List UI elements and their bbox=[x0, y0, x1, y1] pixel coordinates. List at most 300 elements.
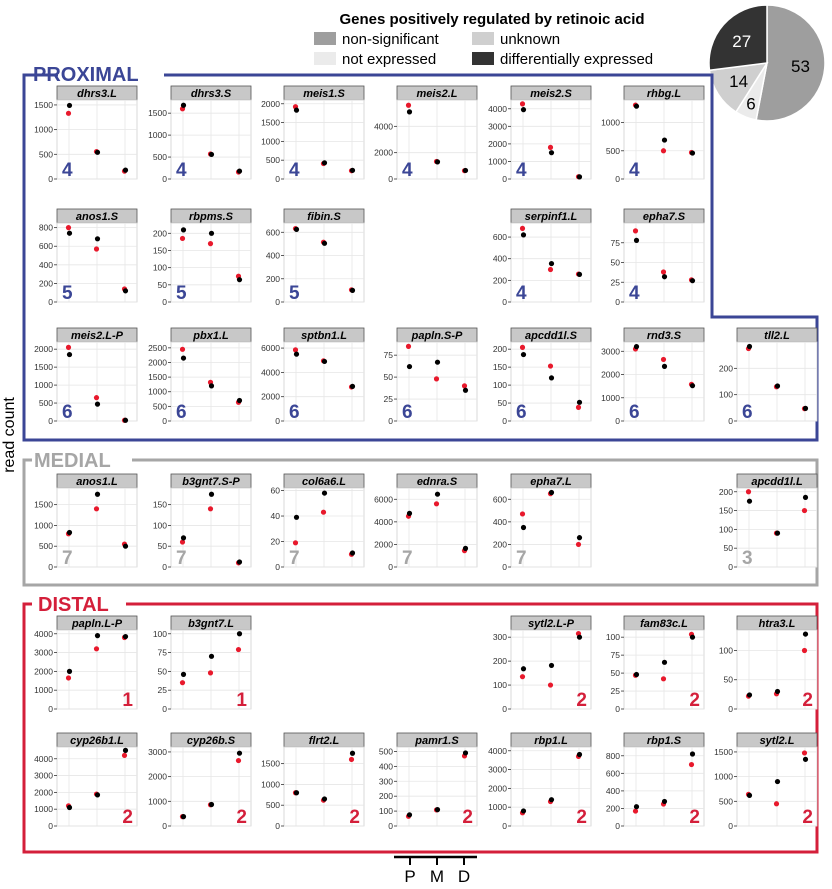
y-tick-label: 300 bbox=[492, 632, 507, 643]
y-tick-label: 75 bbox=[610, 237, 620, 248]
data-point bbox=[294, 790, 299, 795]
data-point bbox=[407, 109, 412, 114]
y-tick-label: 200 bbox=[718, 363, 733, 374]
cluster-number: 2 bbox=[802, 690, 813, 711]
panel-title: ednra.S bbox=[416, 476, 458, 488]
data-point bbox=[123, 288, 128, 293]
panel-title: apcdd1l.L bbox=[751, 476, 803, 488]
data-point bbox=[180, 680, 185, 685]
y-tick-label: 1000 bbox=[601, 392, 620, 403]
panel bbox=[606, 616, 704, 714]
data-point bbox=[633, 228, 638, 233]
data-point bbox=[463, 168, 468, 173]
data-point bbox=[434, 376, 439, 381]
y-tick-label: 0 bbox=[728, 562, 733, 572]
y-tick-label: 500 bbox=[38, 398, 53, 409]
y-tick-label: 500 bbox=[265, 800, 280, 811]
y-tick-label: 200 bbox=[492, 344, 507, 355]
y-tick-label: 50 bbox=[157, 666, 167, 677]
group-label-distal: DISTAL bbox=[38, 594, 109, 616]
cluster-number: 6 bbox=[516, 402, 527, 423]
panel bbox=[153, 616, 251, 714]
data-point bbox=[94, 646, 99, 651]
panel bbox=[719, 474, 817, 572]
data-point bbox=[747, 344, 752, 349]
data-point bbox=[549, 797, 554, 802]
panel bbox=[606, 733, 704, 831]
data-point bbox=[435, 159, 440, 164]
data-point bbox=[66, 345, 71, 350]
y-tick-label: 2000 bbox=[261, 98, 280, 109]
data-point bbox=[208, 670, 213, 675]
data-point bbox=[662, 137, 667, 142]
cluster-number: 4 bbox=[176, 160, 187, 181]
y-tick-label: 1000 bbox=[148, 796, 167, 807]
pie-slice-label: 14 bbox=[729, 72, 749, 92]
data-point bbox=[520, 226, 525, 231]
data-point bbox=[350, 751, 355, 756]
cluster-number: 2 bbox=[576, 690, 587, 711]
data-point bbox=[294, 515, 299, 520]
pie-slice-label: 27 bbox=[732, 31, 752, 51]
panel bbox=[34, 328, 137, 426]
panel bbox=[601, 328, 704, 426]
y-tick-label: 6000 bbox=[374, 494, 393, 505]
y-tick-label: 60 bbox=[270, 485, 280, 496]
data-point bbox=[576, 542, 581, 547]
y-tick-label: 0 bbox=[162, 821, 167, 831]
y-tick-label: 300 bbox=[378, 776, 393, 787]
y-tick-label: 500 bbox=[605, 145, 620, 156]
data-point bbox=[293, 540, 298, 545]
y-tick-label: 1000 bbox=[148, 386, 167, 397]
panel-title: pamr1.S bbox=[415, 735, 459, 747]
data-point bbox=[634, 344, 639, 349]
y-tick-label: 0 bbox=[162, 297, 167, 307]
data-point bbox=[774, 801, 779, 806]
y-tick-label: 1000 bbox=[34, 804, 53, 815]
data-point bbox=[690, 383, 695, 388]
cluster-number: 1 bbox=[236, 690, 247, 711]
y-tick-label: 0 bbox=[275, 821, 280, 831]
cluster-number: 2 bbox=[689, 690, 700, 711]
y-tick-label: 0 bbox=[728, 704, 733, 714]
panel bbox=[261, 733, 364, 831]
position-label: D bbox=[457, 867, 471, 884]
y-tick-label: 0 bbox=[162, 704, 167, 714]
cluster-number: 6 bbox=[176, 402, 187, 423]
y-tick-label: 1500 bbox=[148, 372, 167, 383]
data-point bbox=[123, 748, 128, 753]
y-tick-label: 2000 bbox=[34, 666, 53, 677]
y-tick-label: 0 bbox=[275, 174, 280, 184]
data-point bbox=[123, 544, 128, 549]
panel bbox=[493, 474, 591, 572]
data-point bbox=[661, 676, 666, 681]
data-point bbox=[548, 363, 553, 368]
data-point bbox=[181, 227, 186, 232]
y-tick-label: 0 bbox=[502, 416, 507, 426]
y-tick-label: 3000 bbox=[34, 770, 53, 781]
y-tick-label: 75 bbox=[383, 350, 393, 361]
y-tick-label: 2000 bbox=[34, 787, 53, 798]
y-tick-label: 200 bbox=[492, 656, 507, 667]
cluster-number: 3 bbox=[742, 548, 753, 569]
data-point bbox=[66, 225, 71, 230]
data-point bbox=[549, 490, 554, 495]
panel-title: fam83c.L bbox=[640, 618, 688, 630]
data-point bbox=[209, 383, 214, 388]
cluster-number: 2 bbox=[576, 807, 587, 828]
legend-label: not expressed bbox=[342, 51, 437, 68]
panel bbox=[493, 328, 591, 426]
legend-title: Genes positively regulated by retinoic acid bbox=[339, 11, 645, 28]
data-point bbox=[803, 495, 808, 500]
y-tick-label: 200 bbox=[152, 228, 167, 239]
y-tick-label: 6000 bbox=[261, 343, 280, 354]
data-point bbox=[208, 506, 213, 511]
data-point bbox=[690, 278, 695, 283]
cluster-number: 2 bbox=[236, 807, 247, 828]
panel bbox=[611, 209, 704, 307]
y-tick-label: 50 bbox=[610, 257, 620, 268]
y-tick-label: 50 bbox=[157, 279, 167, 290]
y-tick-label: 50 bbox=[157, 541, 167, 552]
y-tick-label: 200 bbox=[492, 539, 507, 550]
pie-chart bbox=[709, 5, 825, 121]
data-point bbox=[236, 758, 241, 763]
panel-title: b3gnt7.L bbox=[188, 618, 234, 630]
y-tick-label: 25 bbox=[610, 277, 620, 288]
panel bbox=[34, 616, 137, 714]
y-tick-label: 1000 bbox=[34, 380, 53, 391]
cluster-number: 2 bbox=[122, 807, 133, 828]
data-point bbox=[123, 418, 128, 423]
y-tick-label: 0 bbox=[275, 297, 280, 307]
y-tick-label: 4000 bbox=[34, 628, 53, 639]
y-tick-label: 0 bbox=[388, 821, 393, 831]
data-point bbox=[462, 383, 467, 388]
y-tick-label: 500 bbox=[38, 149, 53, 160]
panel-title: rbpms.S bbox=[188, 211, 234, 223]
y-tick-label: 0 bbox=[502, 562, 507, 572]
y-tick-label: 600 bbox=[605, 768, 620, 779]
y-tick-label: 100 bbox=[718, 389, 733, 400]
data-point bbox=[577, 635, 582, 640]
panel bbox=[719, 328, 817, 426]
group-label-proximal: PROXIMAL bbox=[33, 64, 139, 86]
panel bbox=[148, 328, 251, 426]
data-point bbox=[406, 103, 411, 108]
y-tick-label: 800 bbox=[38, 222, 53, 233]
data-point bbox=[209, 492, 214, 497]
cluster-number: 5 bbox=[176, 283, 187, 304]
panel-title: dhrs3.S bbox=[190, 88, 232, 100]
panel bbox=[493, 209, 591, 307]
data-point bbox=[662, 274, 667, 279]
data-point bbox=[94, 246, 99, 251]
panel bbox=[374, 474, 477, 572]
data-point bbox=[549, 663, 554, 668]
y-tick-label: 0 bbox=[275, 562, 280, 572]
data-point bbox=[577, 174, 582, 179]
y-tick-label: 0 bbox=[275, 416, 280, 426]
data-point bbox=[67, 530, 72, 535]
panel-title: b3gnt7.S-P bbox=[182, 476, 240, 488]
data-point bbox=[407, 812, 412, 817]
panel-title: epha7.L bbox=[530, 476, 572, 488]
y-tick-label: 50 bbox=[610, 668, 620, 679]
legend-label: unknown bbox=[500, 31, 561, 48]
legend-item-not-expressed bbox=[314, 51, 436, 68]
data-point bbox=[548, 682, 553, 687]
y-tick-label: 0 bbox=[502, 704, 507, 714]
y-tick-label: 0 bbox=[388, 174, 393, 184]
data-point bbox=[322, 796, 327, 801]
panel bbox=[261, 328, 364, 426]
data-point bbox=[95, 492, 100, 497]
y-tick-label: 2000 bbox=[148, 771, 167, 782]
data-point bbox=[209, 654, 214, 659]
data-point bbox=[633, 808, 638, 813]
panel-title: anos1.L bbox=[76, 476, 118, 488]
data-point bbox=[802, 508, 807, 513]
panel bbox=[488, 733, 591, 831]
y-tick-label: 0 bbox=[728, 416, 733, 426]
y-tick-label: 600 bbox=[492, 494, 507, 505]
data-point bbox=[237, 169, 242, 174]
data-point bbox=[577, 400, 582, 405]
y-tick-label: 4000 bbox=[488, 745, 507, 756]
position-label: M bbox=[429, 867, 445, 884]
data-point bbox=[802, 648, 807, 653]
data-point bbox=[350, 168, 355, 173]
data-point bbox=[236, 647, 241, 652]
data-point bbox=[322, 160, 327, 165]
y-tick-label: 40 bbox=[270, 511, 280, 522]
data-point bbox=[350, 384, 355, 389]
y-tick-label: 600 bbox=[265, 227, 280, 238]
y-tick-label: 2000 bbox=[34, 344, 53, 355]
panel-title: epha7.S bbox=[642, 211, 686, 223]
y-tick-label: 1000 bbox=[261, 779, 280, 790]
panel bbox=[34, 86, 137, 184]
y-tick-label: 1000 bbox=[488, 802, 507, 813]
data-point bbox=[350, 550, 355, 555]
y-tick-label: 100 bbox=[378, 806, 393, 817]
y-tick-label: 1000 bbox=[34, 520, 53, 531]
y-tick-label: 2500 bbox=[148, 342, 167, 353]
data-point bbox=[661, 269, 666, 274]
y-tick-label: 2000 bbox=[261, 391, 280, 402]
data-point bbox=[407, 364, 412, 369]
data-point bbox=[237, 631, 242, 636]
data-point bbox=[95, 402, 100, 407]
cluster-number: 4 bbox=[289, 160, 300, 181]
data-point bbox=[180, 236, 185, 241]
panel-title: tll2.L bbox=[764, 330, 790, 342]
panel-title: rbp1.L bbox=[534, 735, 568, 747]
y-tick-label: 800 bbox=[605, 750, 620, 761]
data-point bbox=[521, 352, 526, 357]
y-tick-label: 0 bbox=[615, 704, 620, 714]
y-tick-label: 2000 bbox=[488, 783, 507, 794]
cluster-number: 2 bbox=[689, 807, 700, 828]
y-tick-label: 0 bbox=[615, 821, 620, 831]
y-tick-label: 2000 bbox=[601, 369, 620, 380]
y-tick-label: 200 bbox=[265, 273, 280, 284]
y-tick-label: 0 bbox=[502, 297, 507, 307]
panel bbox=[493, 616, 591, 714]
data-point bbox=[747, 499, 752, 504]
data-point bbox=[95, 633, 100, 638]
data-point bbox=[521, 666, 526, 671]
data-point bbox=[94, 395, 99, 400]
panel bbox=[153, 209, 251, 307]
panel-title: apcdd1l.S bbox=[525, 330, 577, 342]
y-tick-label: 0 bbox=[615, 297, 620, 307]
data-point bbox=[67, 352, 72, 357]
y-tick-label: 0 bbox=[48, 174, 53, 184]
data-point bbox=[123, 634, 128, 639]
y-tick-label: 200 bbox=[605, 803, 620, 814]
panel bbox=[379, 733, 477, 831]
panel bbox=[271, 474, 364, 572]
position-axis bbox=[394, 857, 477, 884]
data-point bbox=[747, 793, 752, 798]
data-point bbox=[746, 489, 751, 494]
y-tick-label: 100 bbox=[718, 645, 733, 656]
y-tick-label: 1000 bbox=[34, 124, 53, 135]
panel bbox=[384, 328, 477, 426]
y-tick-label: 0 bbox=[388, 416, 393, 426]
y-tick-label: 150 bbox=[492, 362, 507, 373]
legend-swatch bbox=[472, 52, 494, 65]
data-point bbox=[180, 347, 185, 352]
legend-label: non-significant bbox=[342, 31, 439, 48]
y-tick-label: 0 bbox=[48, 821, 53, 831]
y-tick-label: 1000 bbox=[34, 685, 53, 696]
y-tick-label: 0 bbox=[162, 562, 167, 572]
y-tick-label: 75 bbox=[610, 650, 620, 661]
y-tick-label: 400 bbox=[378, 761, 393, 772]
panel-title: htra3.L bbox=[758, 618, 796, 630]
panel-title: col6a6.L bbox=[301, 476, 347, 488]
data-point bbox=[322, 241, 327, 246]
y-tick-label: 200 bbox=[378, 791, 393, 802]
y-tick-label: 2000 bbox=[488, 138, 507, 149]
data-point bbox=[577, 272, 582, 277]
y-tick-label: 200 bbox=[492, 275, 507, 286]
cluster-number: 5 bbox=[289, 283, 300, 304]
legend-item-non-significant bbox=[314, 31, 440, 48]
data-point bbox=[208, 241, 213, 246]
y-tick-label: 500 bbox=[152, 152, 167, 163]
cluster-number: 4 bbox=[516, 283, 527, 304]
y-tick-label: 25 bbox=[157, 685, 167, 696]
data-point bbox=[181, 355, 186, 360]
panel-title: rnd3.S bbox=[646, 330, 682, 342]
y-tick-label: 3000 bbox=[601, 346, 620, 357]
data-point bbox=[181, 103, 186, 108]
cluster-number: 7 bbox=[402, 548, 413, 569]
legend-swatch bbox=[314, 52, 336, 65]
y-tick-label: 600 bbox=[38, 241, 53, 252]
y-tick-label: 100 bbox=[492, 680, 507, 691]
data-point bbox=[521, 525, 526, 530]
data-point bbox=[634, 804, 639, 809]
panel bbox=[148, 733, 251, 831]
y-tick-label: 25 bbox=[610, 686, 620, 697]
data-point bbox=[435, 807, 440, 812]
data-point bbox=[122, 753, 127, 758]
cluster-number: 6 bbox=[742, 402, 753, 423]
y-axis-label: read count bbox=[1, 397, 18, 473]
y-tick-label: 400 bbox=[492, 253, 507, 264]
y-tick-label: 0 bbox=[48, 562, 53, 572]
data-point bbox=[775, 531, 780, 536]
data-point bbox=[661, 357, 666, 362]
legend-item-unknown bbox=[472, 31, 560, 48]
data-point bbox=[67, 231, 72, 236]
y-tick-label: 100 bbox=[152, 520, 167, 531]
y-tick-label: 0 bbox=[728, 821, 733, 831]
data-point bbox=[67, 103, 72, 108]
data-point bbox=[521, 232, 526, 237]
y-tick-label: 400 bbox=[605, 785, 620, 796]
panel bbox=[39, 209, 137, 307]
y-tick-label: 1000 bbox=[714, 771, 733, 782]
data-point bbox=[434, 501, 439, 506]
data-point bbox=[802, 750, 807, 755]
data-point bbox=[209, 802, 214, 807]
y-tick-label: 1500 bbox=[261, 117, 280, 128]
panel-title: papln.S-P bbox=[411, 330, 463, 342]
y-tick-label: 0 bbox=[48, 416, 53, 426]
data-point bbox=[322, 490, 327, 495]
y-tick-label: 1500 bbox=[714, 746, 733, 757]
panel bbox=[266, 209, 364, 307]
cluster-number: 7 bbox=[516, 548, 527, 569]
y-tick-label: 100 bbox=[492, 380, 507, 391]
data-point bbox=[181, 814, 186, 819]
panel bbox=[261, 86, 364, 184]
data-point bbox=[67, 805, 72, 810]
cluster-number: 6 bbox=[62, 402, 73, 423]
cluster-number: 1 bbox=[122, 690, 133, 711]
data-point bbox=[803, 631, 808, 636]
data-point bbox=[66, 675, 71, 680]
data-point bbox=[237, 751, 242, 756]
y-tick-label: 400 bbox=[38, 259, 53, 270]
data-point bbox=[181, 535, 186, 540]
data-point bbox=[520, 101, 525, 106]
y-tick-label: 0 bbox=[615, 416, 620, 426]
data-point bbox=[662, 799, 667, 804]
y-tick-label: 500 bbox=[38, 541, 53, 552]
data-point bbox=[95, 150, 100, 155]
data-point bbox=[237, 559, 242, 564]
cluster-number: 2 bbox=[802, 807, 813, 828]
cluster-number: 4 bbox=[516, 160, 527, 181]
data-point bbox=[407, 511, 412, 516]
data-point bbox=[634, 238, 639, 243]
y-tick-label: 1000 bbox=[261, 136, 280, 147]
y-tick-label: 2000 bbox=[374, 147, 393, 158]
cluster-number: 6 bbox=[629, 402, 640, 423]
data-point bbox=[634, 104, 639, 109]
data-point bbox=[549, 261, 554, 266]
